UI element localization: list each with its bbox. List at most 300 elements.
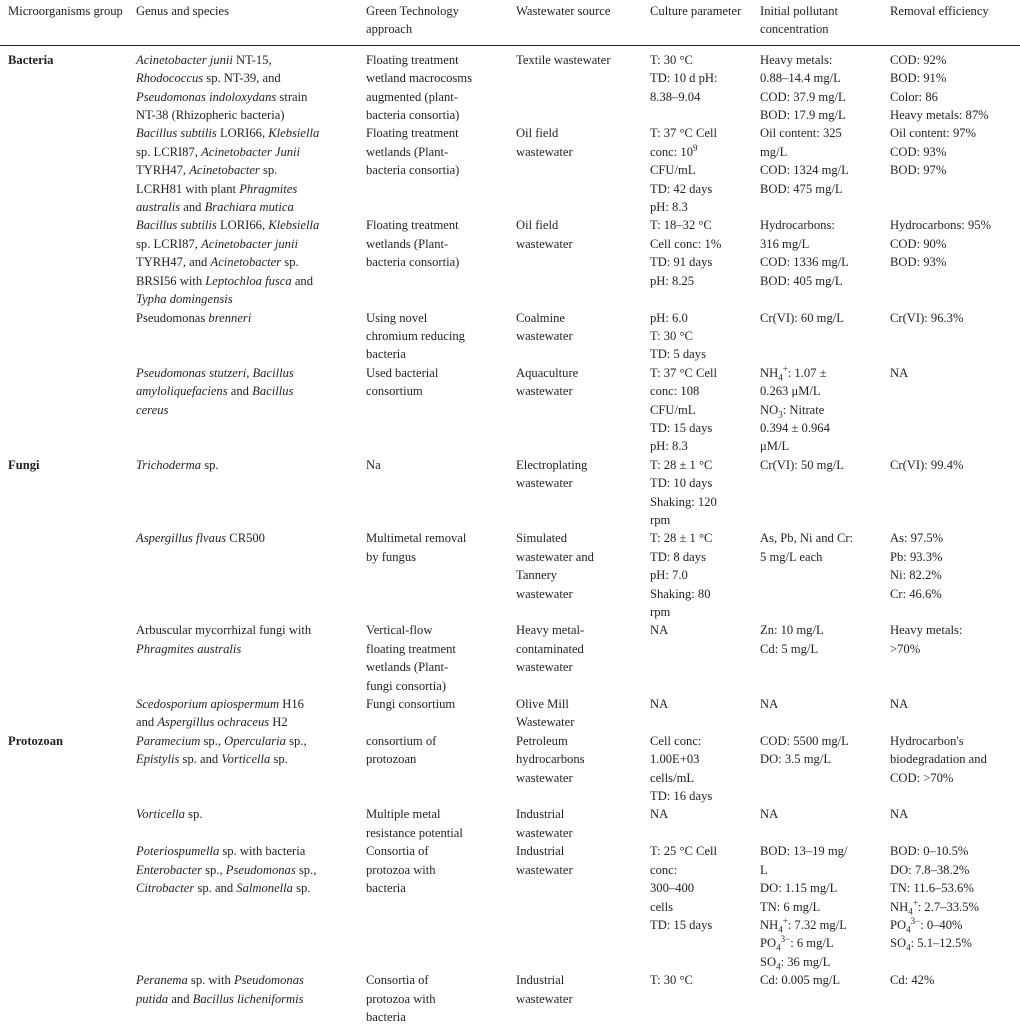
- text-segment: cells/mL: [650, 770, 695, 785]
- cell-line: [136, 364, 354, 382]
- text-segment: As, Pb, Ni and Cr:: [760, 531, 854, 546]
- text-segment: 4: [906, 942, 911, 953]
- text-segment: LORI66,: [216, 126, 269, 141]
- cell-line: [760, 971, 878, 989]
- cell-line: [136, 990, 354, 1008]
- cell-line: [890, 640, 1016, 658]
- cell-line: [890, 916, 1016, 934]
- text-segment: Enterobacter: [136, 862, 202, 877]
- cell-line: [890, 750, 1016, 768]
- text-segment: Cd: 42%: [890, 973, 935, 988]
- text-segment: μM/L: [760, 439, 790, 454]
- cell-line: [760, 916, 878, 934]
- source-cell: [508, 971, 642, 1026]
- header-microorganisms-group: Microorganisms group: [0, 0, 128, 45]
- text-segment: +: [912, 897, 918, 908]
- cell-line: fungi consortia): [366, 678, 447, 693]
- approach-cell: [358, 621, 508, 695]
- text-segment: Heavy metals:: [890, 623, 963, 638]
- cell-line: Electroplating: [516, 457, 588, 472]
- text-segment: sp.,: [285, 733, 307, 748]
- cell-line: [760, 382, 878, 400]
- text-segment: : 5.1–12.5%: [910, 936, 972, 951]
- cell-line: wetlands (Plant-: [366, 144, 449, 159]
- text-segment: PO: [760, 936, 777, 951]
- text-segment: and: [136, 715, 158, 730]
- cell-line: [760, 401, 878, 419]
- text-segment: Acinetobacter Junii: [201, 144, 301, 159]
- text-segment: Klebsiella: [268, 218, 320, 233]
- text-segment: Rhodococcus: [136, 71, 204, 86]
- text-segment: Shaking: 120: [650, 494, 717, 509]
- cell-line: [760, 640, 878, 658]
- cell-line: [136, 106, 354, 124]
- text-segment: biodegradation and: [890, 752, 987, 767]
- approach-cell: [358, 805, 508, 842]
- cell-line: [890, 143, 1016, 161]
- cell-line: [650, 585, 748, 603]
- source-cell: [508, 364, 642, 456]
- cell-line: [650, 382, 748, 400]
- cell-line: consortium: [366, 384, 423, 399]
- cell-line: wetland macrocosms: [366, 71, 472, 86]
- text-segment: TD: 42 days: [650, 181, 713, 196]
- text-segment: Cr(VI): 50 mg/L: [760, 457, 844, 472]
- removal-efficiency-cell: [882, 216, 1020, 308]
- cell-line: protozoan: [366, 752, 417, 767]
- text-segment: Phragmites: [239, 181, 298, 196]
- text-segment: T: 18–32 °C: [650, 218, 712, 233]
- species-cell: [128, 842, 358, 971]
- text-segment: conc: 108: [650, 384, 700, 399]
- table-row: [0, 805, 1020, 842]
- text-segment: : 36 mg/L: [780, 954, 831, 969]
- text-segment: : 2.7–33.5%: [917, 899, 979, 914]
- cell-line: [890, 253, 1016, 271]
- table-header-row: [0, 0, 1020, 45]
- cell-line: [760, 953, 878, 971]
- text-segment: Acinetobacter junii: [201, 236, 298, 251]
- cell-line: floating treatment: [366, 641, 456, 656]
- text-segment: >70%: [890, 641, 921, 656]
- cell-line: [136, 235, 354, 253]
- text-segment: putida: [136, 991, 169, 1006]
- approach-cell: [358, 732, 508, 806]
- cell-line: [890, 861, 1016, 879]
- initial-concentration-cell: [752, 124, 882, 216]
- group-cell: [0, 124, 128, 216]
- source-cell: [508, 456, 642, 530]
- text-segment: BRSI56 with: [136, 273, 206, 288]
- cell-line: bacteria: [366, 881, 406, 896]
- species-cell: [128, 621, 358, 695]
- species-cell: [128, 732, 358, 806]
- text-segment: : 1.07 ±: [787, 365, 827, 380]
- cell-line: Industrial: [516, 844, 565, 859]
- source-cell: [508, 529, 642, 621]
- text-segment: conc:: [650, 862, 678, 877]
- text-segment: sp. LCRI87,: [136, 236, 202, 251]
- text-segment: Poteriospumella: [136, 844, 220, 859]
- source-cell: [508, 621, 642, 695]
- text-segment: TD: 15 days: [650, 917, 713, 932]
- text-segment: NH: [890, 899, 909, 914]
- cell-line: Textile wastewater: [516, 52, 611, 67]
- header-removal-efficiency: Removal efficiency: [882, 0, 1020, 45]
- text-segment: and: [227, 384, 253, 399]
- cell-line: Consortia of: [366, 844, 429, 859]
- cell-line: Using novel: [366, 310, 428, 325]
- text-segment: 3−: [910, 915, 921, 926]
- cell-line: [136, 198, 354, 216]
- text-segment: T: 25 °C Cell: [650, 844, 718, 859]
- text-segment: BOD: 97%: [890, 163, 947, 178]
- header-wastewater-source: Wastewater source: [508, 0, 642, 45]
- cell-line: [890, 124, 1016, 142]
- cell-line: [760, 750, 878, 768]
- table-row: [0, 456, 1020, 530]
- cell-line: [650, 566, 748, 584]
- cell-line: Floating treatment: [366, 52, 459, 67]
- cell-line: Tannery: [516, 568, 558, 583]
- text-segment: Scedosporium apiospermum: [136, 697, 280, 712]
- cell-line: [760, 143, 878, 161]
- text-segment: T: 28 ± 1 °C: [650, 531, 713, 546]
- cell-line: hydrocarbons: [516, 752, 585, 767]
- cell-line: [890, 235, 1016, 253]
- cell-line: [760, 235, 878, 253]
- text-segment: Cr(VI): 96.3%: [890, 310, 964, 325]
- text-segment: Vorticella: [221, 752, 271, 767]
- text-segment: conc: 10: [650, 144, 694, 159]
- text-segment: SO: [890, 936, 907, 951]
- text-segment: BOD: 405 mg/L: [760, 273, 843, 288]
- cell-line: [890, 621, 1016, 639]
- text-segment: australis: [136, 200, 181, 215]
- cell-line: protozoa with: [366, 862, 436, 877]
- text-segment: Pb: 93.3%: [890, 549, 943, 564]
- text-segment: 316 mg/L: [760, 236, 810, 251]
- table-row: [0, 216, 1020, 308]
- cell-line: [650, 529, 748, 547]
- text-segment: 4: [778, 924, 783, 935]
- cell-line: [650, 548, 748, 566]
- text-segment: Aspergillus flvaus: [136, 531, 227, 546]
- cell-line: Oil field: [516, 126, 559, 141]
- approach-cell: [358, 216, 508, 308]
- culture-cell: [642, 309, 752, 364]
- text-segment: Cr: 46.6%: [890, 586, 942, 601]
- cell-line: [136, 253, 354, 271]
- cell-line: [650, 216, 748, 234]
- species-cell: [128, 309, 358, 364]
- cell-line: [136, 861, 354, 879]
- cell-line: [650, 732, 748, 750]
- cell-line: [650, 603, 748, 621]
- cell-line: [650, 916, 748, 934]
- approach-cell: [358, 529, 508, 621]
- cell-line: wastewater: [516, 384, 573, 399]
- removal-efficiency-cell: [882, 364, 1020, 456]
- cell-line: wastewater: [516, 991, 573, 1006]
- cell-line: protozoa with: [366, 991, 436, 1006]
- cell-line: Used bacterial: [366, 365, 439, 380]
- cell-line: [890, 769, 1016, 787]
- text-segment: 4: [908, 906, 913, 917]
- initial-concentration-cell: [752, 971, 882, 1026]
- text-segment: Hydrocarbons: 95%: [890, 218, 992, 233]
- approach-cell: [358, 695, 508, 732]
- text-segment: Bacillus subtilis: [136, 218, 217, 233]
- cell-line: Vertical-flow: [366, 623, 433, 638]
- text-segment: 5 mg/L each: [760, 549, 823, 564]
- initial-concentration-cell: [752, 529, 882, 621]
- source-cell: [508, 805, 642, 842]
- text-segment: CFU/mL: [650, 402, 696, 417]
- species-cell: [128, 364, 358, 456]
- cell-line: wastewater: [516, 770, 573, 785]
- cell-line: [650, 511, 748, 529]
- approach-cell: [358, 971, 508, 1026]
- text-segment: DO: 3.5 mg/L: [760, 752, 832, 767]
- text-segment: sp. and: [194, 881, 237, 896]
- cell-line: wastewater: [516, 862, 573, 877]
- text-segment: DO: 1.15 mg/L: [760, 881, 838, 896]
- cell-line: [136, 51, 354, 69]
- text-segment: sp.,: [200, 733, 225, 748]
- cell-line: [136, 290, 354, 308]
- group-cell: [0, 364, 128, 456]
- cell-line: [136, 272, 354, 290]
- cell-line: [760, 88, 878, 106]
- culture-cell: [642, 216, 752, 308]
- header-green-technology-approach: Green Technology approach: [358, 0, 508, 45]
- cell-line: Aquaculture: [516, 365, 579, 380]
- text-segment: Bacillus subtilis: [136, 126, 217, 141]
- text-segment: NA: [650, 697, 669, 712]
- text-segment: T: 28 ± 1 °C: [650, 457, 713, 472]
- text-segment: : 7.32 mg/L: [787, 917, 847, 932]
- initial-concentration-cell: [752, 842, 882, 971]
- text-segment: rpm: [650, 512, 671, 527]
- text-segment: Leptochloa fusca: [205, 273, 292, 288]
- text-segment: Pseudomonas: [136, 310, 209, 325]
- table-row: [0, 529, 1020, 621]
- initial-concentration-cell: [752, 695, 882, 732]
- cell-line: [890, 585, 1016, 603]
- source-cell: [508, 216, 642, 308]
- text-segment: sp.,: [295, 862, 317, 877]
- text-segment: BOD: 91%: [890, 71, 947, 86]
- text-segment: and: [180, 200, 205, 215]
- source-cell: [508, 695, 642, 732]
- cell-line: [650, 143, 748, 161]
- cell-line: [650, 769, 748, 787]
- cell-line: [650, 364, 748, 382]
- text-segment: Hydrocarbon's: [890, 733, 964, 748]
- text-segment: 3−: [780, 934, 791, 945]
- text-segment: and: [168, 991, 193, 1006]
- text-segment: DO: 7.8–38.2%: [890, 862, 970, 877]
- group-cell: Fungi: [8, 457, 40, 472]
- text-segment: Aspergillus ochraceus: [157, 715, 270, 730]
- cell-line: [890, 934, 1016, 952]
- table-row: [0, 732, 1020, 806]
- initial-concentration-cell: [752, 309, 882, 364]
- cell-line: bacteria: [366, 1009, 406, 1024]
- text-segment: Typha domingensis: [136, 292, 233, 307]
- text-segment: 4: [776, 961, 781, 972]
- text-segment: Cd: 5 mg/L: [760, 641, 819, 656]
- cell-line: resistance potential: [366, 825, 463, 840]
- cell-line: [650, 327, 748, 345]
- culture-cell: [642, 529, 752, 621]
- text-segment: T: 37 °C Cell: [650, 126, 718, 141]
- cell-line: [650, 437, 748, 455]
- cell-line: consortium of: [366, 733, 437, 748]
- text-segment: Citrobacter: [136, 881, 195, 896]
- culture-cell: [642, 695, 752, 732]
- text-segment: L: [760, 862, 768, 877]
- cell-line: wastewater: [516, 586, 573, 601]
- header-initial-pollutant-concentration: Initial pollutant concentration: [752, 0, 882, 45]
- cell-line: [650, 695, 748, 713]
- text-segment: and: [291, 273, 314, 288]
- cell-line: [136, 309, 354, 327]
- text-segment: +: [782, 363, 788, 374]
- text-segment: Cell conc:: [650, 733, 702, 748]
- text-segment: CFU/mL: [650, 163, 696, 178]
- text-segment: 0.394 ± 0.964: [760, 420, 830, 435]
- text-segment: PO: [890, 917, 907, 932]
- text-segment: LCRH81 with plant: [136, 181, 240, 196]
- text-segment: Bacillus: [252, 384, 294, 399]
- text-segment: strain: [276, 89, 308, 104]
- text-segment: Pseudomonas indoloxydans: [136, 89, 277, 104]
- source-cell: [508, 309, 642, 364]
- cell-line: [890, 216, 1016, 234]
- text-segment: Phragmites australis: [136, 641, 242, 656]
- text-segment: COD: 5500 mg/L: [760, 733, 849, 748]
- cell-line: wetlands (Plant-: [366, 660, 449, 675]
- text-segment: COD: 90%: [890, 236, 947, 251]
- group-cell: [0, 309, 128, 364]
- group-cell: Protozoan: [8, 733, 64, 748]
- cell-line: [136, 143, 354, 161]
- removal-efficiency-cell: [882, 805, 1020, 842]
- cell-line: [760, 529, 878, 547]
- cell-line: [760, 216, 878, 234]
- text-segment: BOD: 17.9 mg/L: [760, 108, 846, 123]
- cell-line: [650, 272, 748, 290]
- text-segment: T: 37 °C Cell: [650, 365, 718, 380]
- cell-line: [650, 253, 748, 271]
- text-segment: COD: 93%: [890, 144, 947, 159]
- cell-line: [650, 69, 748, 87]
- text-segment: sp.: [201, 457, 219, 472]
- cell-line: [136, 732, 354, 750]
- text-segment: TD: 10 days: [650, 476, 713, 491]
- text-segment: TD: 91 days: [650, 255, 713, 270]
- cell-line: Consortia of: [366, 973, 429, 988]
- text-segment: H16: [279, 697, 304, 712]
- text-segment: Zn: 10 mg/L: [760, 623, 824, 638]
- cell-line: [760, 161, 878, 179]
- text-segment: Opercularia: [224, 733, 286, 748]
- cell-line: [650, 493, 748, 511]
- text-segment: Pseudomonas: [233, 973, 304, 988]
- species-cell: [128, 216, 358, 308]
- removal-efficiency-cell: [882, 621, 1020, 695]
- cell-line: [760, 309, 878, 327]
- initial-concentration-cell: [752, 216, 882, 308]
- text-segment: Epistylis: [136, 752, 180, 767]
- culture-cell: [642, 124, 752, 216]
- cell-line: [760, 51, 878, 69]
- text-segment: BOD: 93%: [890, 255, 947, 270]
- cell-line: [890, 106, 1016, 124]
- cell-line: Olive Mill: [516, 697, 569, 712]
- text-segment: H2: [269, 715, 288, 730]
- cell-line: Simulated: [516, 531, 568, 546]
- cell-line: [760, 106, 878, 124]
- culture-cell: [642, 456, 752, 530]
- text-segment: Color: 86: [890, 89, 938, 104]
- group-cell: [0, 529, 128, 621]
- table-row: [0, 971, 1020, 1026]
- group-cell: [0, 805, 128, 842]
- text-segment: TYRH47, and: [136, 255, 211, 270]
- text-segment: TYRH47,: [136, 163, 190, 178]
- text-segment: COD: 1324 mg/L: [760, 163, 849, 178]
- culture-cell: [642, 364, 752, 456]
- text-segment: Hydrocarbons:: [760, 218, 835, 233]
- table-row: [0, 621, 1020, 695]
- cell-line: [650, 474, 748, 492]
- species-cell: [128, 695, 358, 732]
- cell-line: bacteria consortia): [366, 108, 460, 123]
- cell-line: [890, 695, 1016, 713]
- table-body: [0, 45, 1020, 1026]
- cell-line: [760, 69, 878, 87]
- removal-efficiency-cell: [882, 971, 1020, 1026]
- cell-line: [650, 971, 748, 989]
- cell-line: Industrial: [516, 973, 565, 988]
- cell-line: [650, 842, 748, 860]
- cell-line: [760, 898, 878, 916]
- group-cell: [0, 695, 128, 732]
- text-segment: pH: 7.0: [650, 568, 688, 583]
- cell-line: [650, 787, 748, 805]
- text-segment: sp.: [184, 807, 203, 822]
- cell-line: wastewater: [516, 236, 573, 251]
- approach-cell: [358, 309, 508, 364]
- text-segment: Acinetobacter: [210, 255, 282, 270]
- initial-concentration-cell: [752, 456, 882, 530]
- cell-line: [136, 161, 354, 179]
- cell-line: [760, 180, 878, 198]
- culture-cell: [642, 971, 752, 1026]
- species-cell: [128, 529, 358, 621]
- cell-line: [760, 419, 878, 437]
- approach-cell: [358, 364, 508, 456]
- text-segment: brenneri: [208, 310, 252, 325]
- species-cell: [128, 124, 358, 216]
- removal-efficiency-cell: [882, 842, 1020, 971]
- text-segment: sp. LCRI87,: [136, 144, 202, 159]
- text-segment: : 6 mg/L: [790, 936, 834, 951]
- cell-line: [890, 548, 1016, 566]
